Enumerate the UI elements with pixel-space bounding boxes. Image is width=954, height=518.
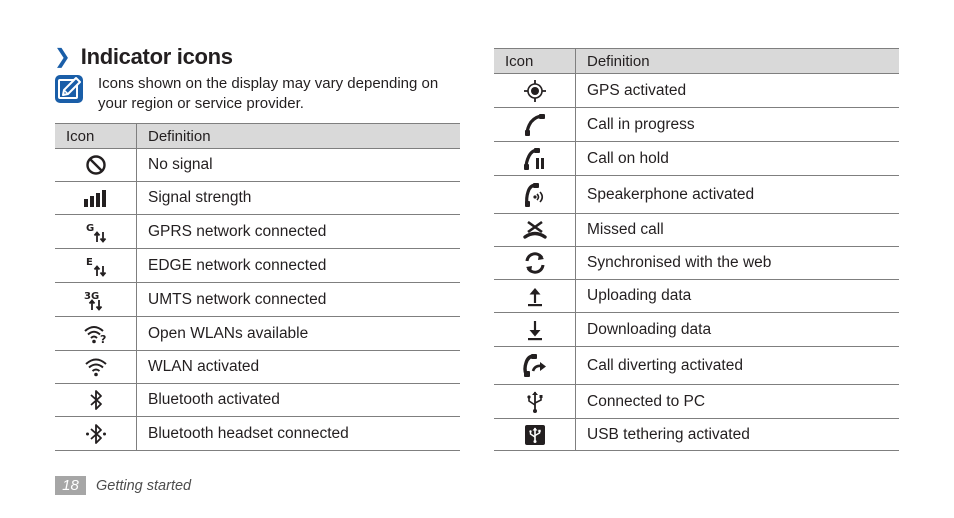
table-header-row [494, 49, 899, 74]
signal-strength-icon [83, 188, 109, 208]
call-in-progress-icon [523, 113, 547, 137]
gprs-icon [84, 220, 108, 244]
page-title: Indicator icons [80, 44, 233, 69]
definition-cell: No signal [137, 149, 461, 182]
section-name: Getting started [96, 477, 192, 494]
table-row [494, 108, 899, 142]
bluetooth-headset-icon [85, 422, 107, 446]
umts-icon [83, 288, 109, 312]
table-row [55, 149, 460, 182]
note-box [54, 74, 464, 114]
column-header-icon: Icon [55, 124, 137, 149]
definition-cell: EDGE network connected [137, 249, 461, 283]
call-divert-icon [521, 353, 549, 379]
table-header-row [55, 124, 460, 149]
sync-icon [522, 251, 548, 275]
note-text: Icons shown on the display may vary depending on your region or service provider. [98, 75, 439, 112]
page-number: 18 [55, 476, 86, 495]
note-pencil-icon [54, 74, 84, 104]
table-row [55, 317, 460, 351]
table-row [494, 214, 899, 247]
download-icon [525, 319, 545, 341]
definition-cell: Uploading data [576, 280, 900, 313]
no-signal-icon [85, 154, 107, 176]
definition-cell: Speakerphone activated [576, 176, 900, 214]
table-row [55, 351, 460, 384]
speakerphone-icon [522, 182, 548, 208]
table-row [55, 182, 460, 215]
definition-cell: Missed call [576, 214, 900, 247]
svg-text:3G: 3G [83, 290, 99, 302]
table-row [55, 249, 460, 283]
table-row [55, 417, 460, 451]
svg-text:?: ? [99, 332, 106, 345]
edge-icon [84, 254, 108, 278]
definition-cell: Signal strength [137, 182, 461, 215]
column-header-definition: Definition [576, 49, 900, 74]
definition-cell: Open WLANs available [137, 317, 461, 351]
definition-cell: GPRS network connected [137, 215, 461, 249]
definition-cell: GPS activated [576, 74, 900, 108]
table-row [494, 313, 899, 347]
section-heading [54, 44, 233, 70]
table-row [494, 176, 899, 214]
table-row [494, 280, 899, 313]
page-footer [55, 476, 191, 495]
usb-icon [525, 390, 545, 414]
definition-cell: Synchronised with the web [576, 247, 900, 280]
column-header-icon: Icon [494, 49, 576, 74]
table-row [55, 215, 460, 249]
missed-call-icon [523, 218, 547, 242]
table-row [55, 384, 460, 417]
indicator-table-left [55, 123, 460, 451]
definition-cell: Call in progress [576, 108, 900, 142]
table-row [494, 74, 899, 108]
table-row [494, 385, 899, 419]
definition-cell: Bluetooth headset connected [137, 417, 461, 451]
definition-cell: Downloading data [576, 313, 900, 347]
table-row [55, 283, 460, 317]
definition-cell: Call on hold [576, 142, 900, 176]
upload-icon [525, 285, 545, 307]
definition-cell: UMTS network connected [137, 283, 461, 317]
usb-tethering-icon [524, 424, 546, 446]
svg-text:E: E [85, 256, 93, 268]
call-on-hold-icon [522, 147, 548, 171]
open-wlan-icon [83, 323, 109, 345]
gps-icon [523, 79, 547, 103]
indicator-table-right [494, 48, 899, 451]
table-row [494, 347, 899, 385]
table-row [494, 247, 899, 280]
table-row [494, 419, 899, 451]
chevron-right-icon: ❯ [54, 46, 71, 68]
svg-text:G: G [85, 222, 94, 234]
definition-cell: Connected to PC [576, 385, 900, 419]
table-row [494, 142, 899, 176]
definition-cell: Bluetooth activated [137, 384, 461, 417]
wlan-icon [84, 356, 108, 378]
column-header-definition: Definition [137, 124, 461, 149]
definition-cell: WLAN activated [137, 351, 461, 384]
definition-cell: Call diverting activated [576, 347, 900, 385]
bluetooth-icon [88, 388, 104, 412]
definition-cell: USB tethering activated [576, 419, 900, 451]
